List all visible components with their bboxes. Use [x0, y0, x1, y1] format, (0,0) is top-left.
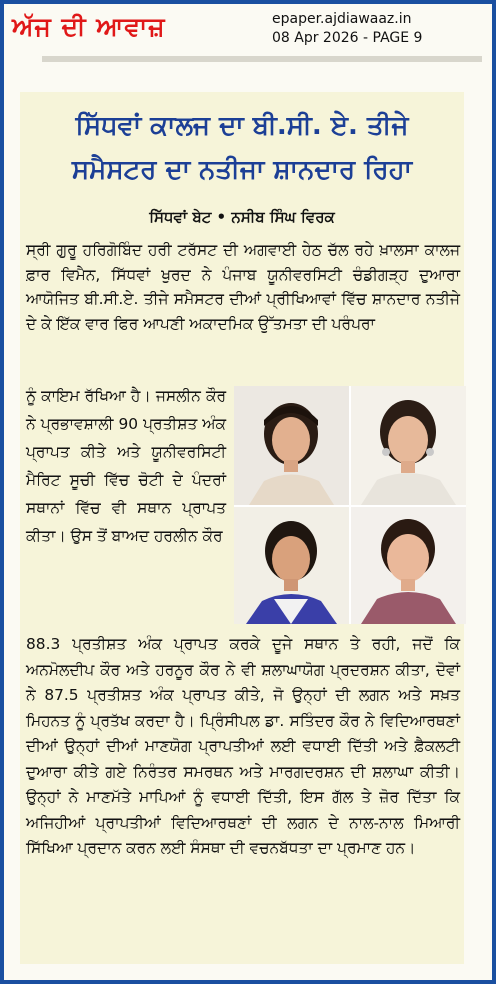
- headline-line-2: ਸਮੈਸਟਰ ਦਾ ਨਤੀਜਾ ਸ਼ਾਨਦਾਰ ਰਿਹਾ: [71, 155, 413, 185]
- cropped-previous-article: [42, 50, 482, 68]
- article-intro: [26, 238, 460, 336]
- student-photo-4: [351, 507, 466, 624]
- student-photo-2: [351, 386, 466, 505]
- article-continuation: [26, 632, 460, 862]
- article-left-column: [26, 382, 226, 550]
- cropped-text-strip: [42, 50, 482, 68]
- site-url[interactable]: epaper.ajdiawaaz.in: [272, 11, 412, 27]
- student-photos: [234, 386, 466, 624]
- date-page: 08 Apr 2026 - PAGE 9: [272, 30, 423, 46]
- student-photo-1: [234, 386, 349, 505]
- left-column-paragraph: ਨੂੰ ਕਾਇਮ ਰੱਖਿਆ ਹੈ। ਜਸਲੀਨ ਕੌਰ ਨੇ ਪ੍ਰਭਾਵਸ਼ਾਲੀ 90 ਪ੍ਰਤੀਸ਼ਤ ਅੰਕ ਪ੍ਰਾਪਤ ਕੀਤੇ ਅਤੇ ਯੂਨੀਵਰਸਿਟੀ ਮੈਰਿਟ ਸੂਚੀ ਵਿੱਚ ਚੋਟੀ ਦੇ ਪੰਦਰਾਂ ਸਥਾਨਾਂ ਵਿੱਚ ਵੀ ਸਥਾਨ ਪ੍ਰਾਪਤ ਕੀਤਾ। ਉਸ ਤੋਂ ਬਾਅਦ ਹਰਲੀਨ ਕੌਰ: [26, 387, 226, 545]
- continuation-paragraph: 88.3 ਪ੍ਰਤੀਸ਼ਤ ਅੰਕ ਪ੍ਰਾਪਤ ਕਰਕੇ ਦੂਜੇ ਸਥਾਨ ਤੇ ਰਹੀ, ਜਦੋਂ ਕਿ ਅਨਮੋਲਦੀਪ ਕੌਰ ਅਤੇ ਹਰਨੂਰ ਕੌਰ ਨੇ ਵੀ ਸ਼ਲਾਘਾਯੋਗ ਪ੍ਰਦਰਸ਼ਨ ਕੀਤਾ, ਦੋਵਾਂ ਨੇ 87.5 ਪ੍ਰਤੀਸ਼ਤ ਅੰਕ ਪ੍ਰਾਪਤ ਕੀਤੇ, ਜੋ ਉਨ੍ਹਾਂ ਦੀ ਲਗਨ ਅਤੇ ਸਖ਼ਤ ਮਿਹਨਤ ਨੂੰ ਪ੍ਰਤੱਖ ਕਰਦਾ ਹੈ। ਪ੍ਰਿੰਸੀਪਲ ਡਾ. ਸਤਿੰਦਰ ਕੌਰ ਨੇ ਵਿਦਿਆਰਥਣਾਂ ਦੀਆਂ ਉਨ੍ਹਾਂ ਦੀਆਂ ਮਾਣਯੋਗ ਪ੍ਰਾਪਤੀਆਂ ਲਈ ਵਧਾਈ ਦਿੱਤੀ ਅਤੇ ਫ਼ੈਕਲਟੀ ਦੁਆਰਾ ਕੀਤੇ ਗਏ ਨਿਰੰਤਰ ਸਮਰਥਨ ਅਤੇ ਮਾਰਗਦਰਸ਼ਨ ਦੀ ਸ਼ਲਾਘਾ ਕੀਤੀ। ਉਨ੍ਹਾਂ ਨੇ ਮਾਣਮੱਤੇ ਮਾਪਿਆਂ ਨੂੰ ਵਧਾਈ ਦਿੱਤੀ, ਇਸ ਗੱਲ ਤੇ ਜ਼ੋਰ ਦਿੱਤਾ ਕਿ ਅਜਿਹੀਆਂ ਪ੍ਰਾਪਤੀਆਂ ਵਿਦਿਆਰਥਣਾਂ ਦੀ ਲਗਨ ਦੇ ਨਾਲ-ਨਾਲ ਮਿਆਰੀ ਸਿੱਖਿਆ ਪ੍ਰਦਾਨ ਕਰਨ ਲਈ ਸੰਸਥਾ ਦੀ ਵਚਨਬੱਧਤਾ ਦਾ ਪ੍ਰਮਾਣ ਹਨ।: [26, 635, 460, 857]
- edition-meta: [272, 10, 422, 48]
- masthead: [4, 4, 492, 54]
- epaper-frame: [4, 4, 492, 980]
- brand-logo: [12, 12, 166, 42]
- news-article: [20, 92, 464, 964]
- intro-paragraph: ਸ੍ਰੀ ਗੁਰੂ ਹਰਿਗੋਬਿੰਦ ਹਰੀ ਟਰੱਸਟ ਦੀ ਅਗਵਾਈ ਹੇਠ ਚੱਲ ਰਹੇ ਖ਼ਾਲਸਾ ਕਾਲਜ ਫ਼ਾਰ ਵਿਮੈਨ, ਸਿੱਧਵਾਂ ਖੁਰਦ ਨੇ ਪੰਜਾਬ ਯੂਨੀਵਰਸਿਟੀ ਚੰਡੀਗੜ੍ਹ ਦੁਆਰਾ ਆਯੋਜਿਤ ਬੀ.ਸੀ.ਏ. ਤੀਜੇ ਸਮੈਸਟਰ ਦੀਆਂ ਪ੍ਰੀਖਿਆਵਾਂ ਵਿੱਚ ਸ਼ਾਨਦਾਰ ਨਤੀਜੇ ਦੇ ਕੇ ਇੱਕ ਵਾਰ ਫਿਰ ਆਪਣੀ ਅਕਾਦਮਿਕ ਉੱਤਮਤਾ ਦੀ ਪਰੰਪਰਾ: [26, 241, 460, 333]
- article-byline: ਸਿੱਧਵਾਂ ਬੇਟ • ਨਸੀਬ ਸਿੰਘ ਵਿਰਕ: [149, 208, 335, 226]
- headline-line-1: ਸਿੱਧਵਾਂ ਕਾਲਜ ਦਾ ਬੀ.ਸੀ. ਏ. ਤੀਜੇ: [75, 111, 409, 141]
- article-headline: [20, 104, 464, 192]
- student-photo-3: [234, 507, 349, 624]
- brand-name: ਅੱਜ ਦੀ ਆਵਾਜ਼: [12, 12, 166, 41]
